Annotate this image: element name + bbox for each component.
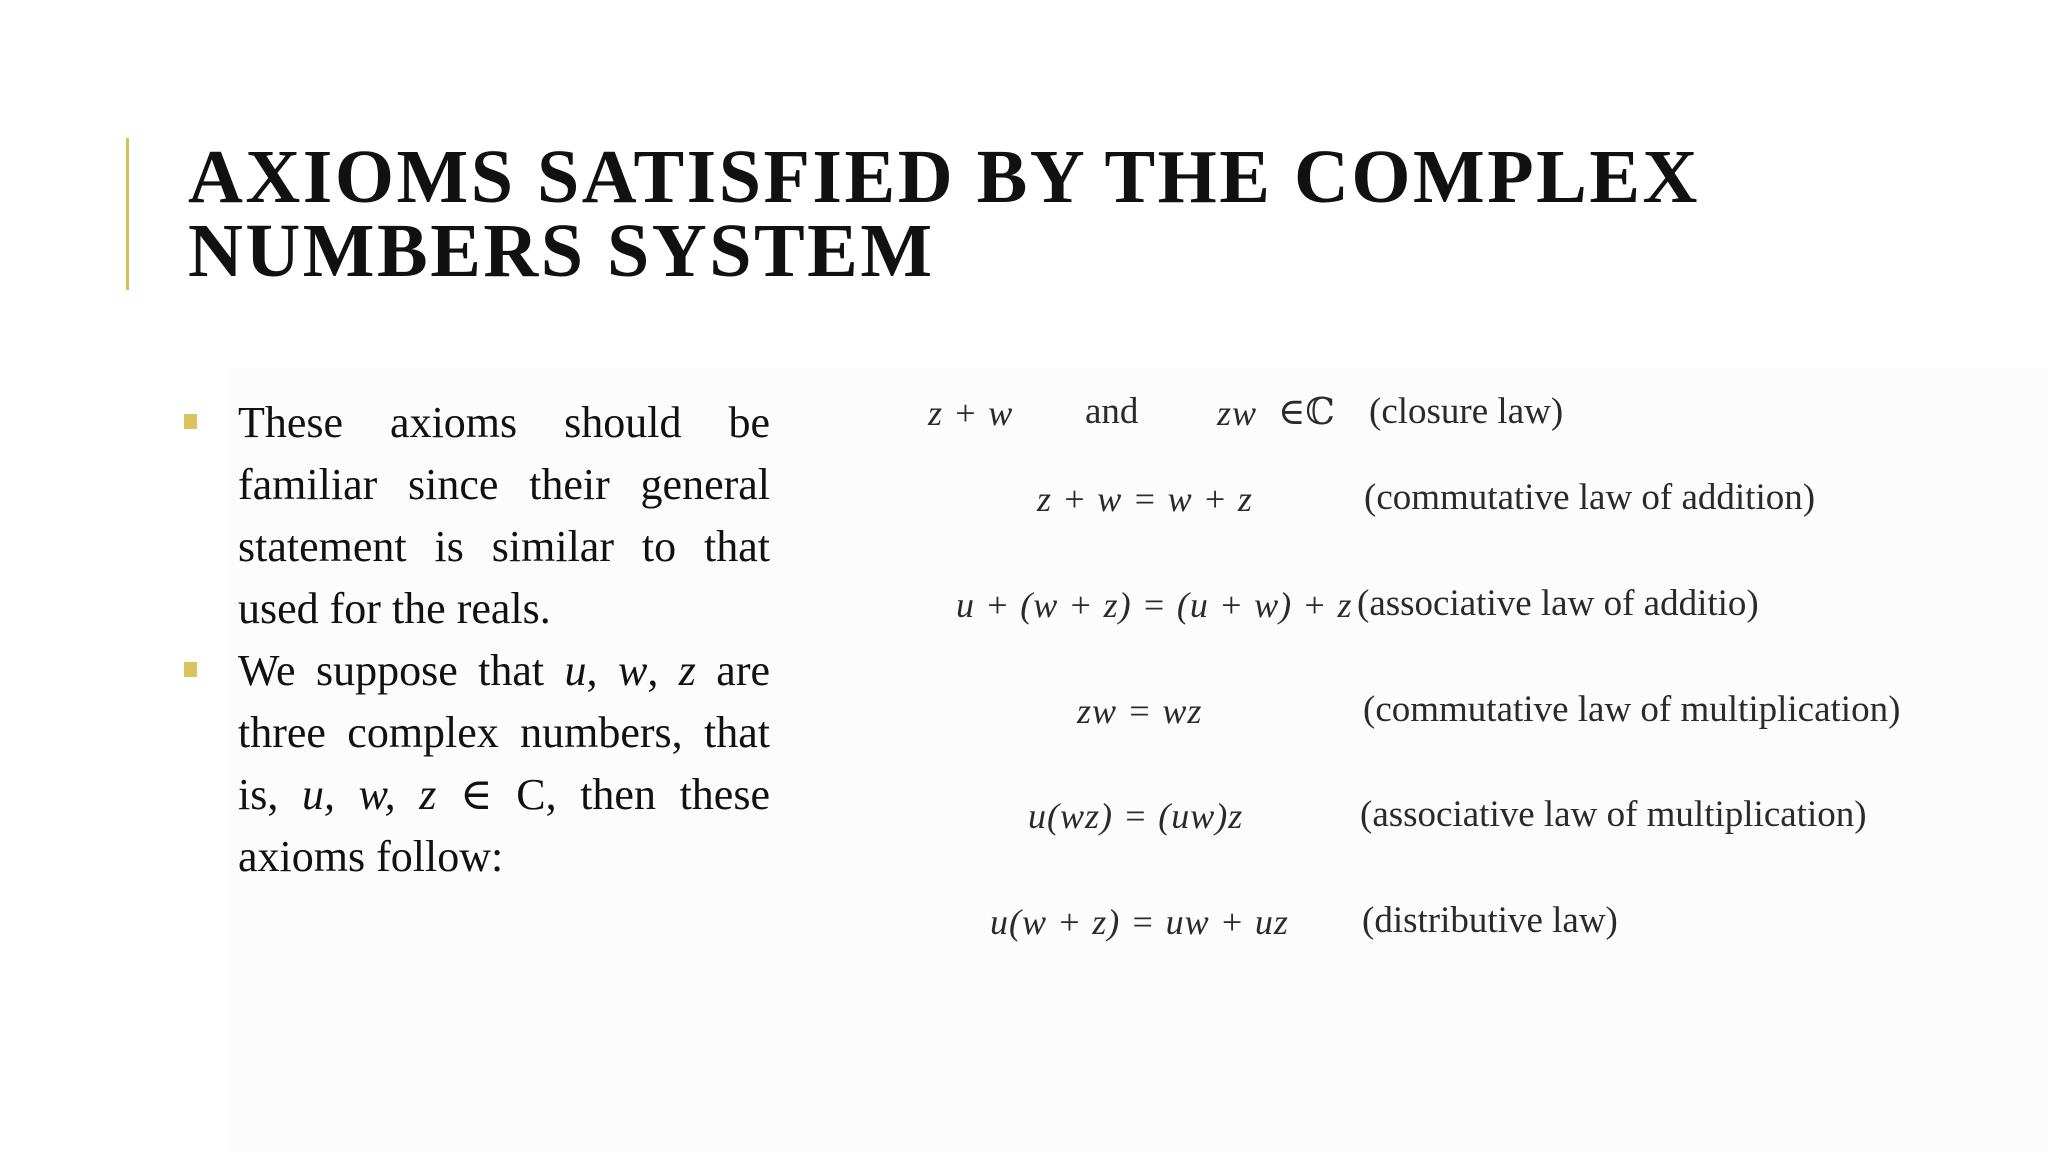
eq-comm-mul: zw = wz bbox=[1077, 691, 1203, 731]
title-line-2: NUMBERS SYSTEM bbox=[188, 209, 935, 293]
eq-distributive: u(w + z) = uw + uz bbox=[990, 902, 1289, 942]
law-assoc-mul: (associative law of multiplication) bbox=[1360, 794, 1867, 835]
var-z: z bbox=[678, 646, 696, 695]
closure-law-label: (closure law) bbox=[1369, 391, 1564, 432]
bullet-text-pre: We suppose that bbox=[238, 646, 565, 695]
bullet-text: These axioms should be familiar since their general statement is similar to that used for the reals. bbox=[238, 398, 770, 633]
vars-italic: u, w, z bbox=[301, 770, 437, 819]
law-distributive: (distributive law) bbox=[1362, 900, 1618, 941]
bullet-text-mid: are three complex numbers, that is, bbox=[238, 646, 771, 819]
law-assoc-add: (associative law of additio) bbox=[1357, 583, 1759, 624]
page-title bbox=[188, 135, 1888, 293]
title-accent-bar bbox=[126, 138, 129, 290]
comma: , bbox=[647, 646, 679, 695]
bullet-item bbox=[238, 640, 770, 888]
closure-expr-2: zw bbox=[1217, 393, 1258, 433]
bullet-list bbox=[0, 392, 771, 888]
var-u: u bbox=[564, 646, 587, 695]
closure-expr-1: z + w bbox=[928, 393, 1014, 433]
eq-assoc-mul: u(wz) = (uw)z bbox=[1028, 796, 1244, 836]
square-bullet-icon bbox=[184, 414, 197, 429]
eq-comm-add: z + w = w + z bbox=[1037, 479, 1253, 519]
closure-and: and bbox=[1085, 391, 1139, 432]
closure-member: ∈ℂ bbox=[1278, 392, 1335, 433]
bullet-item bbox=[238, 392, 770, 640]
bullet-text-post: ∈ C, then these axioms follow: bbox=[238, 770, 770, 881]
var-w: w bbox=[617, 646, 648, 695]
square-bullet-icon bbox=[184, 662, 197, 677]
eq-assoc-add: u + (w + z) = (u + w) + z bbox=[956, 585, 1353, 625]
comma: , bbox=[586, 646, 618, 695]
title-line-1: AXIOMS SATISFIED BY THE COMPLEX bbox=[188, 135, 1700, 219]
law-comm-mul: (commutative law of multiplication) bbox=[1363, 689, 1901, 730]
law-comm-add: (commutative law of addition) bbox=[1364, 477, 1816, 518]
